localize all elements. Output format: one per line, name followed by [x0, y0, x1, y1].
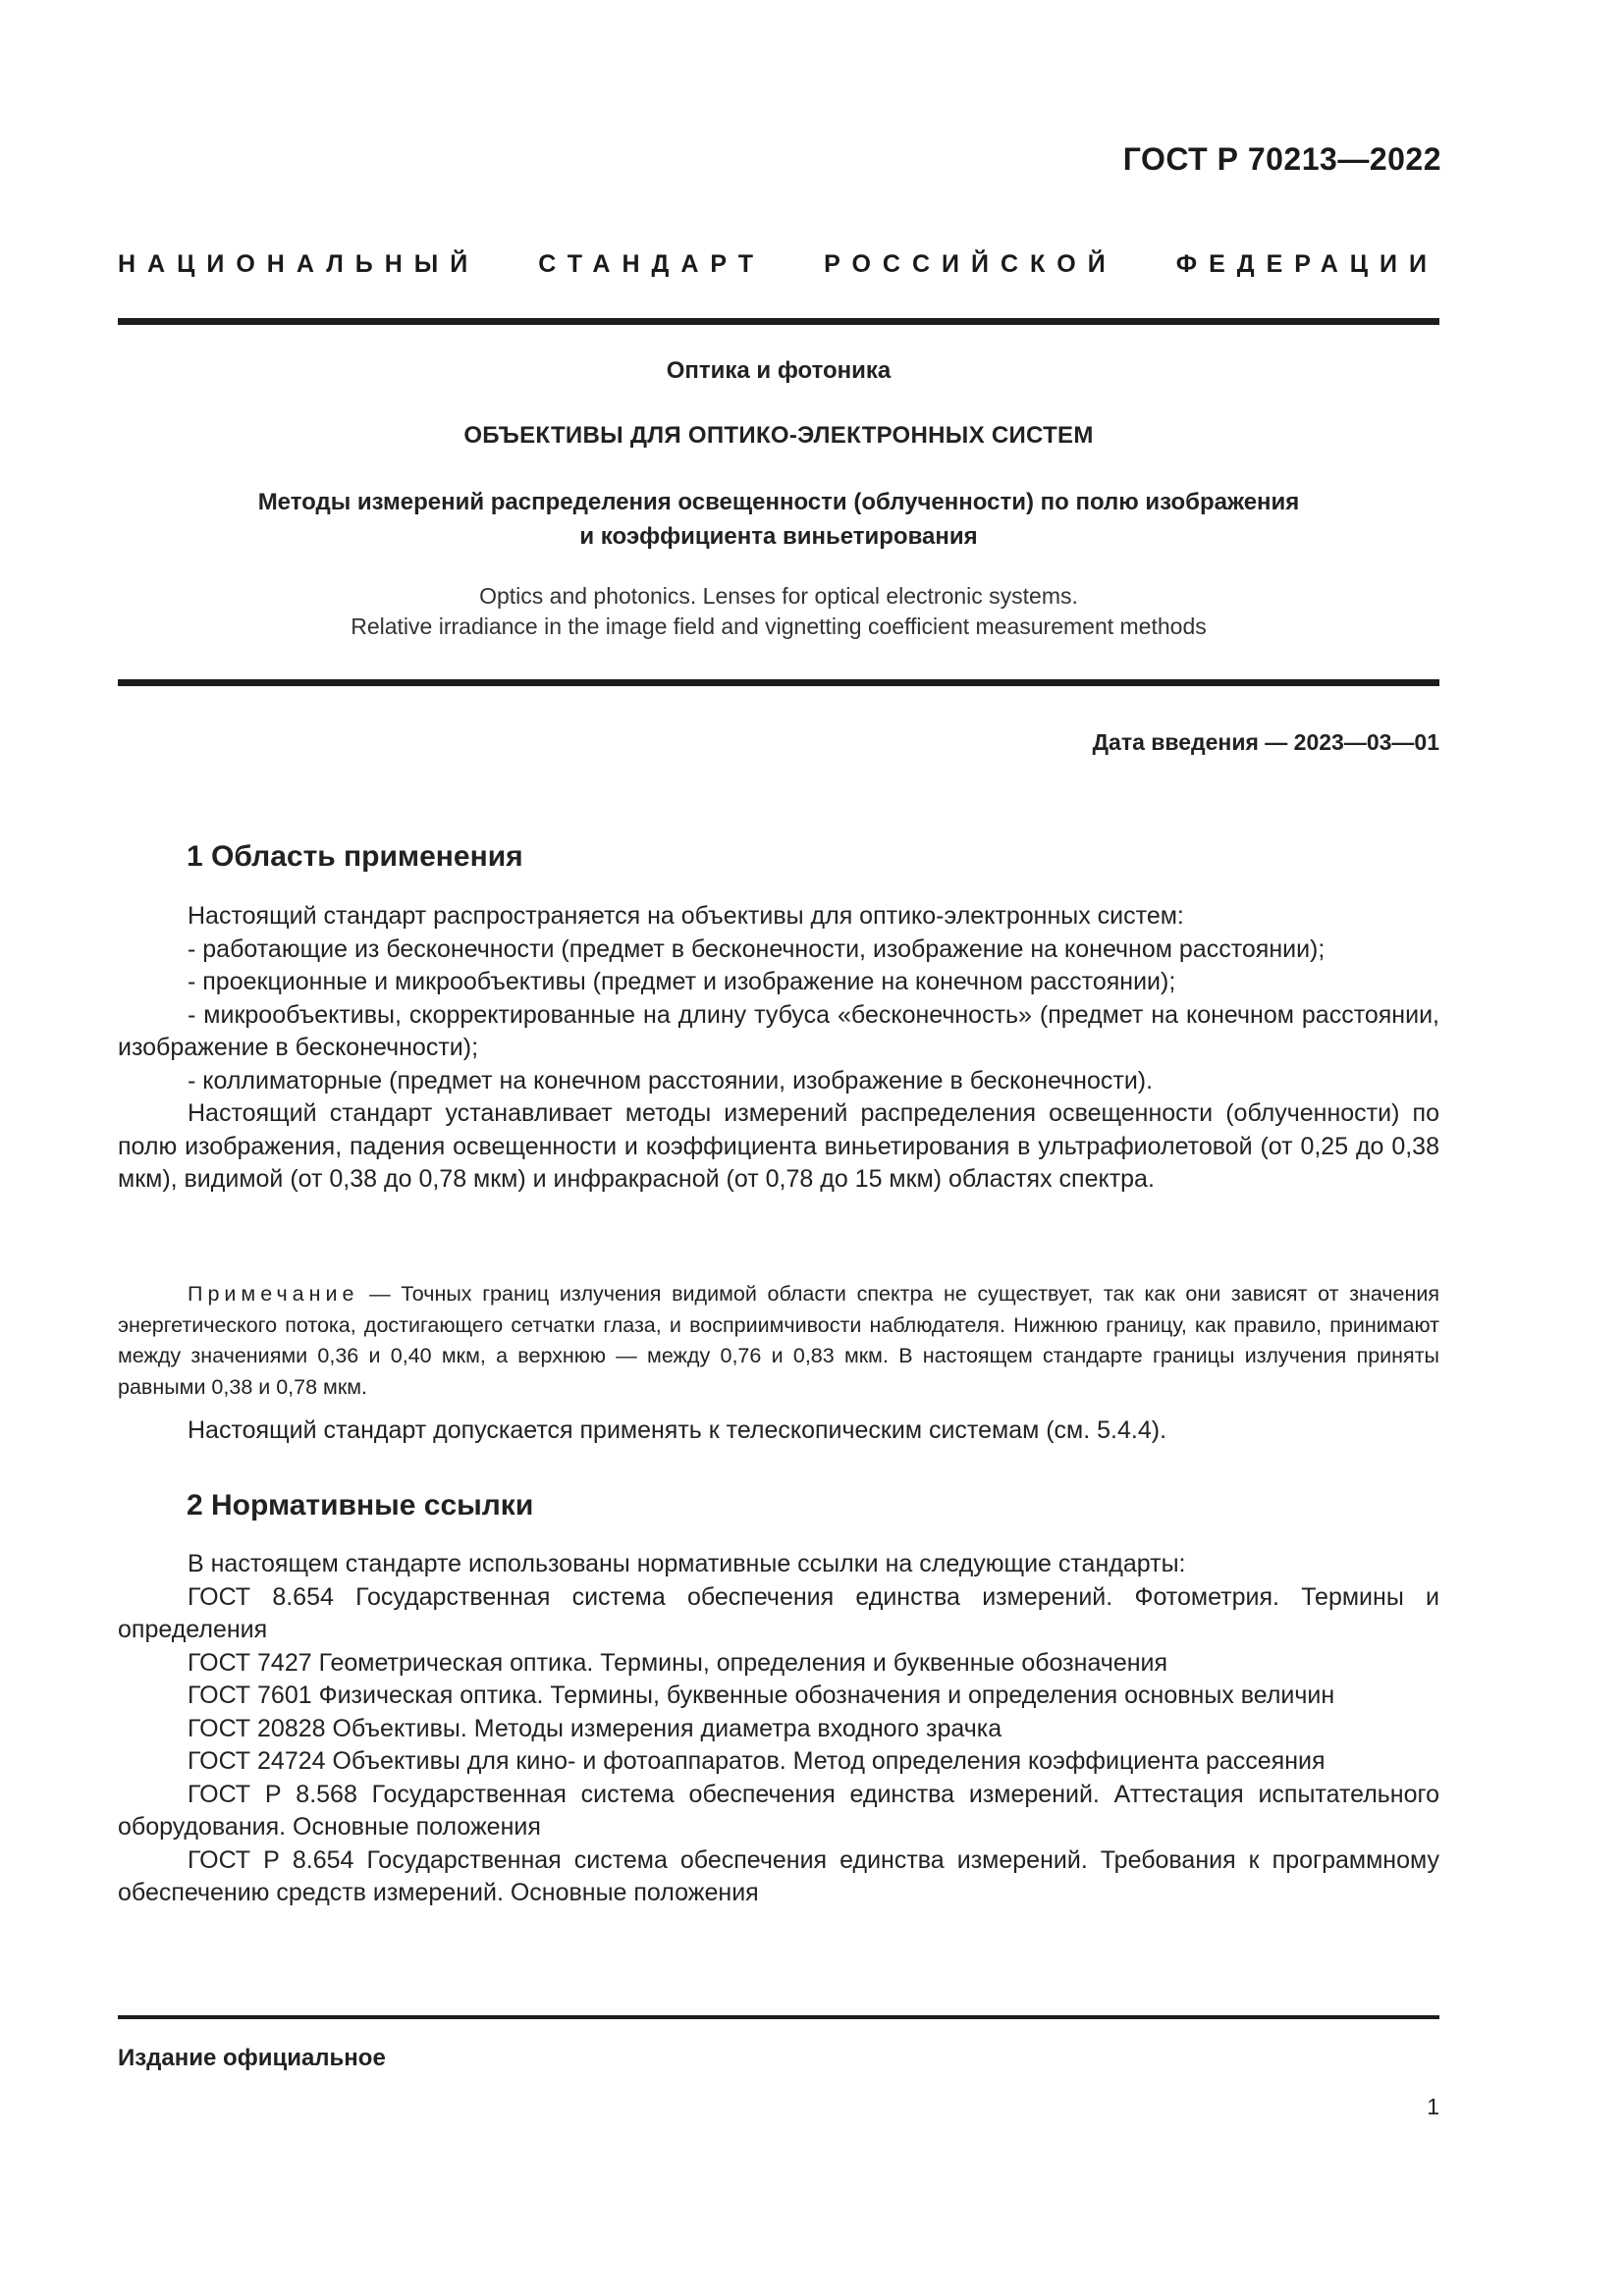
national-standard-heading: НАЦИОНАЛЬНЫЙ СТАНДАРТ РОССИЙСКОЙ ФЕДЕРАЦИИ [118, 250, 1438, 278]
note [118, 1279, 1439, 1403]
footer-divider [118, 2015, 1439, 2019]
english-title-line-2: Relative irradiance in the image field and vignetting coefficient measurement methods [351, 614, 1207, 639]
section-2-heading: 2 Нормативные ссылки [187, 1489, 534, 1522]
section-1-heading: 1 Область применения [187, 840, 523, 873]
section-2-body [118, 1548, 1439, 1910]
list-item: - коллиматорные (предмет на конечном расстоянии, изображение в бесконечности). [188, 1066, 1154, 1095]
list-item: - проекционные и микрообъективы (предмет и изображение на конечном расстоянии); [188, 968, 1176, 995]
paragraph: Настоящий стандарт распространяется на объективы для оптико-электронных систем: [188, 902, 1184, 930]
document-number: ГОСТ Р 70213—2022 [1122, 141, 1441, 177]
reference-item: ГОСТ 8.654 Государственная система обеспечения единства измерений. Фотометрия. Термины и определения [118, 1582, 1439, 1643]
introduction-date: Дата введения — 2023—03—01 [1092, 729, 1439, 755]
reference-item: ГОСТ 24724 Объективы для кино- и фотоаппаратов. Метод определения коэффициента рассеяния [188, 1747, 1326, 1775]
english-title-line-1: Optics and photonics. Lenses for optical electronic systems. [479, 583, 1078, 609]
document-subtitle [118, 485, 1439, 554]
section-1-closing [118, 1415, 1439, 1448]
note-text: — Точных границ излучения видимой области спектра не существует, так как они зависят от значения энергетического потока, достигающего сетчатки глаза, и восприимчивости наблюдателя. Нижнюю границу, как правило, принимают между значениями 0,36 и 0,40 мкм, а верхнюю — между 0,76 и 0,83 мкм. В настоящем стандарте границы излучения приняты равными 0,38 и 0,78 мкм. [118, 1282, 1439, 1399]
paragraph: Настоящий стандарт допускается применять к телескопическим системам (см. 5.4.4). [188, 1416, 1167, 1444]
paragraph: Настоящий стандарт устанавливает методы измерений распределения освещенности (облученности) по полю изображения, падения освещенности и коэффициента виньетирования в ультрафиолетовой (от 0,25 до 0,38 мкм), видимой (от 0,38 до 0,78 мкм) и инфракрасной (от 0,78 до 15 мкм) областях спектра. [118, 1099, 1439, 1193]
reference-item: ГОСТ Р 8.568 Государственная система обеспечения единства измерений. Аттестация испытательного оборудования. Основные положения [118, 1780, 1439, 1841]
title-divider [118, 679, 1439, 686]
top-divider [118, 318, 1439, 325]
list-item: - микрообъективы, скорректированные на длину тубуса «бесконечность» (предмет на конечном расстоянии, изображение в бесконечности); [118, 1000, 1439, 1061]
official-edition-label: Издание официальное [118, 2045, 386, 2071]
subtitle-line-1: Методы измерений распределения освещенности (облученности) по полю изображения [257, 489, 1300, 515]
page-number: 1 [1427, 2094, 1439, 2119]
reference-item: ГОСТ 7427 Геометрическая оптика. Термины, определения и буквенные обозначения [188, 1648, 1168, 1677]
section-1-body [118, 900, 1439, 1197]
english-title [118, 581, 1439, 642]
subtitle-line-2: и коэффициента виньетирования [579, 523, 978, 550]
note-label: Примечание [188, 1282, 359, 1306]
paragraph: В настоящем стандарте использованы нормативные ссылки на следующие стандарты: [188, 1550, 1186, 1577]
reference-item: ГОСТ Р 8.654 Государственная система обеспечения единства измерений. Требования к программному обеспечению средств измерений. Основные положения [118, 1845, 1439, 1906]
list-item: - работающие из бесконечности (предмет в бесконечности, изображение на конечном расстоянии); [188, 934, 1326, 963]
reference-item: ГОСТ 20828 Объективы. Методы измерения диаметра входного зрачка [188, 1714, 1002, 1742]
document-title: ОБЪЕКТИВЫ ДЛЯ ОПТИКО-ЭЛЕКТРОННЫХ СИСТЕМ [463, 422, 1094, 449]
reference-item: ГОСТ 7601 Физическая оптика. Термины, буквенные обозначения и определения основных величин [188, 1682, 1335, 1709]
subject-heading: Оптика и фотоника [666, 357, 892, 384]
